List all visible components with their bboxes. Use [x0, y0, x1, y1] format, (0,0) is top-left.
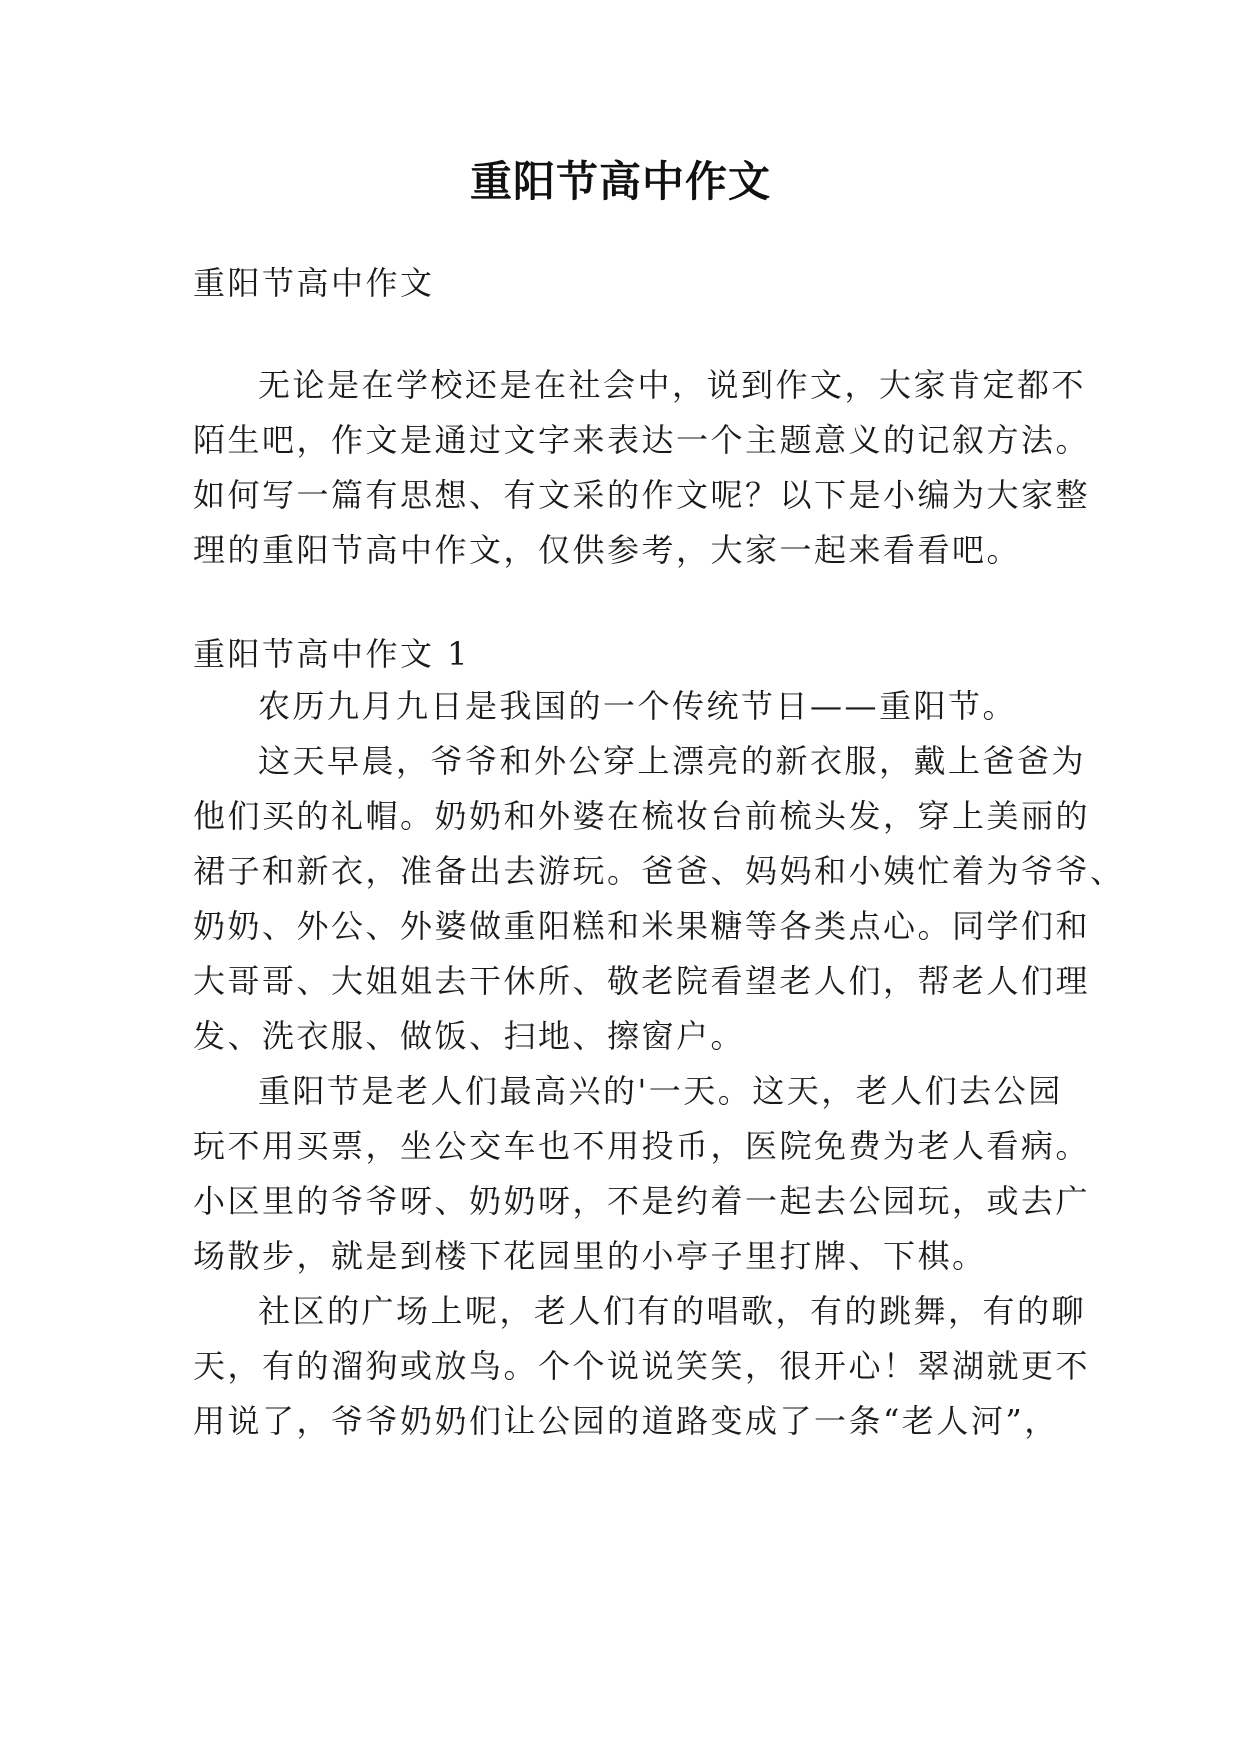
- paragraph-line: 发、洗衣服、做饭、扫地、擦窗户。: [193, 1017, 746, 1055]
- document-title: 重阳节高中作文: [469, 157, 771, 206]
- paragraph-line: 裙子和新衣，准备出去游玩。爸爸、妈妈和小姨忙着为爷爷、: [193, 852, 1125, 890]
- paragraph-line: 这天早晨，爷爷和外公穿上漂亮的新衣服，戴上爸爸为: [258, 742, 1087, 780]
- paragraph-line: 场散步，就是到楼下花园里的小亭子里打牌、下棋。: [193, 1237, 987, 1275]
- section-heading: 重阳节高中作文 1: [193, 635, 471, 673]
- paragraph-line: 重阳节是老人们最高兴的'一天。这天，老人们去公园: [258, 1072, 1063, 1110]
- paragraph-line: 玩不用买票，坐公交车也不用投币，医院免费为老人看病。: [193, 1127, 1091, 1165]
- intro-line: 理的重阳节高中作文，仅供参考，大家一起来看看吧。: [193, 531, 1022, 569]
- paragraph-line: 社区的广场上呢，老人们有的唱歌，有的跳舞，有的聊: [258, 1292, 1087, 1330]
- paragraph-line: 大哥哥、大姐姐去干休所、敬老院看望老人们，帮老人们理: [193, 962, 1091, 1000]
- intro-line: 无论是在学校还是在社会中，说到作文，大家肯定都不: [258, 366, 1087, 404]
- paragraph-line: 农历九月九日是我国的一个传统节日——重阳节。: [258, 687, 1018, 725]
- intro-line: 如何写一篇有思想、有文采的作文呢？以下是小编为大家整: [193, 476, 1091, 514]
- paragraph-line: 天，有的溜狗或放鸟。个个说说笑笑，很开心！翠湖就更不: [193, 1347, 1091, 1385]
- paragraph-line: 用说了，爷爷奶奶们让公园的道路变成了一条“老人河”，: [193, 1402, 1059, 1440]
- document-subtitle: 重阳节高中作文: [193, 264, 435, 302]
- paragraph-line: 他们买的礼帽。奶奶和外婆在梳妆台前梳头发，穿上美丽的: [193, 797, 1091, 835]
- paragraph-line: 小区里的爷爷呀、奶奶呀，不是约着一起去公园玩，或去广: [193, 1182, 1091, 1220]
- paragraph-line: 奶奶、外公、外婆做重阳糕和米果糖等各类点心。同学们和: [193, 907, 1091, 945]
- intro-line: 陌生吧，作文是通过文字来表达一个主题意义的记叙方法。: [193, 421, 1091, 459]
